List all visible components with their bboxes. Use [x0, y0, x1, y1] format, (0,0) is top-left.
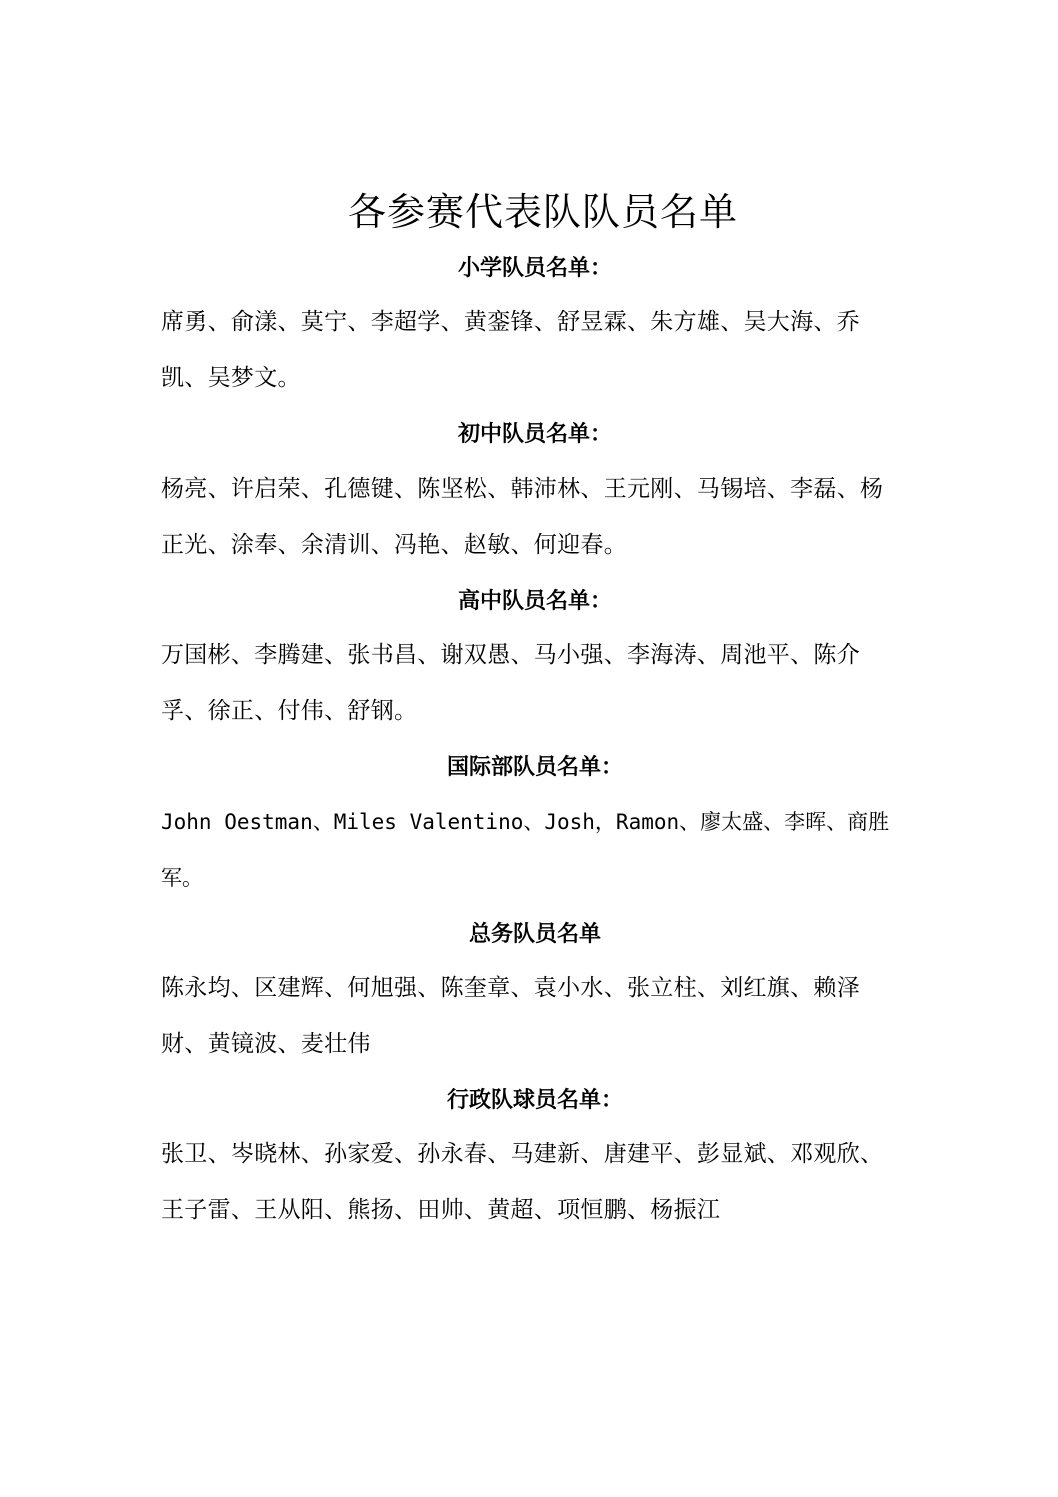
- section-heading-senior-high: 高中队员名单：: [457, 588, 612, 614]
- section-heading-primary: 小学队员名单：: [457, 255, 612, 281]
- section-heading-general-affairs: 总务队员名单: [468, 921, 601, 947]
- section-heading-junior-high: 初中队员名单：: [457, 421, 612, 447]
- section-members-administration: 张卫、岑晓林、孙家爱、孙永春、马建新、唐建平、彭显斌、邓观欣、王子雷、王从阳、熊扬、田帅、黄超、项恒鹏、杨振江: [161, 1141, 884, 1223]
- document-title: 各参赛代表队队员名单: [347, 190, 738, 234]
- section-members-general-affairs: 陈永均、区建辉、何旭强、陈奎章、袁小水、张立柱、刘红旗、赖泽财、黄镜波、麦壮伟: [161, 975, 860, 1057]
- section-members-international: John Oestman、Miles Valentino、Josh，Ramon、廖太盛、李晖、商胜军。: [161, 810, 890, 890]
- section-members-senior-high: 万国彬、李腾建、张书昌、谢双愚、马小强、李海涛、周池平、陈介孚、徐正、付伟、舒钢。: [161, 642, 860, 724]
- section-heading-administration: 行政队球员名单：: [446, 1087, 623, 1113]
- section-members-junior-high: 杨亮、许启荣、孔德键、陈坚松、韩沛林、王元刚、马锡培、李磊、杨正光、涂奉、余清训、冯艳、赵敏、何迎春。: [161, 476, 884, 558]
- section-members-primary: 席勇、俞漾、莫宁、李超学、黄銮锋、舒昱霖、朱方雄、吴大海、乔凯、吴梦文。: [161, 309, 860, 391]
- section-heading-international: 国际部队员名单：: [446, 754, 623, 780]
